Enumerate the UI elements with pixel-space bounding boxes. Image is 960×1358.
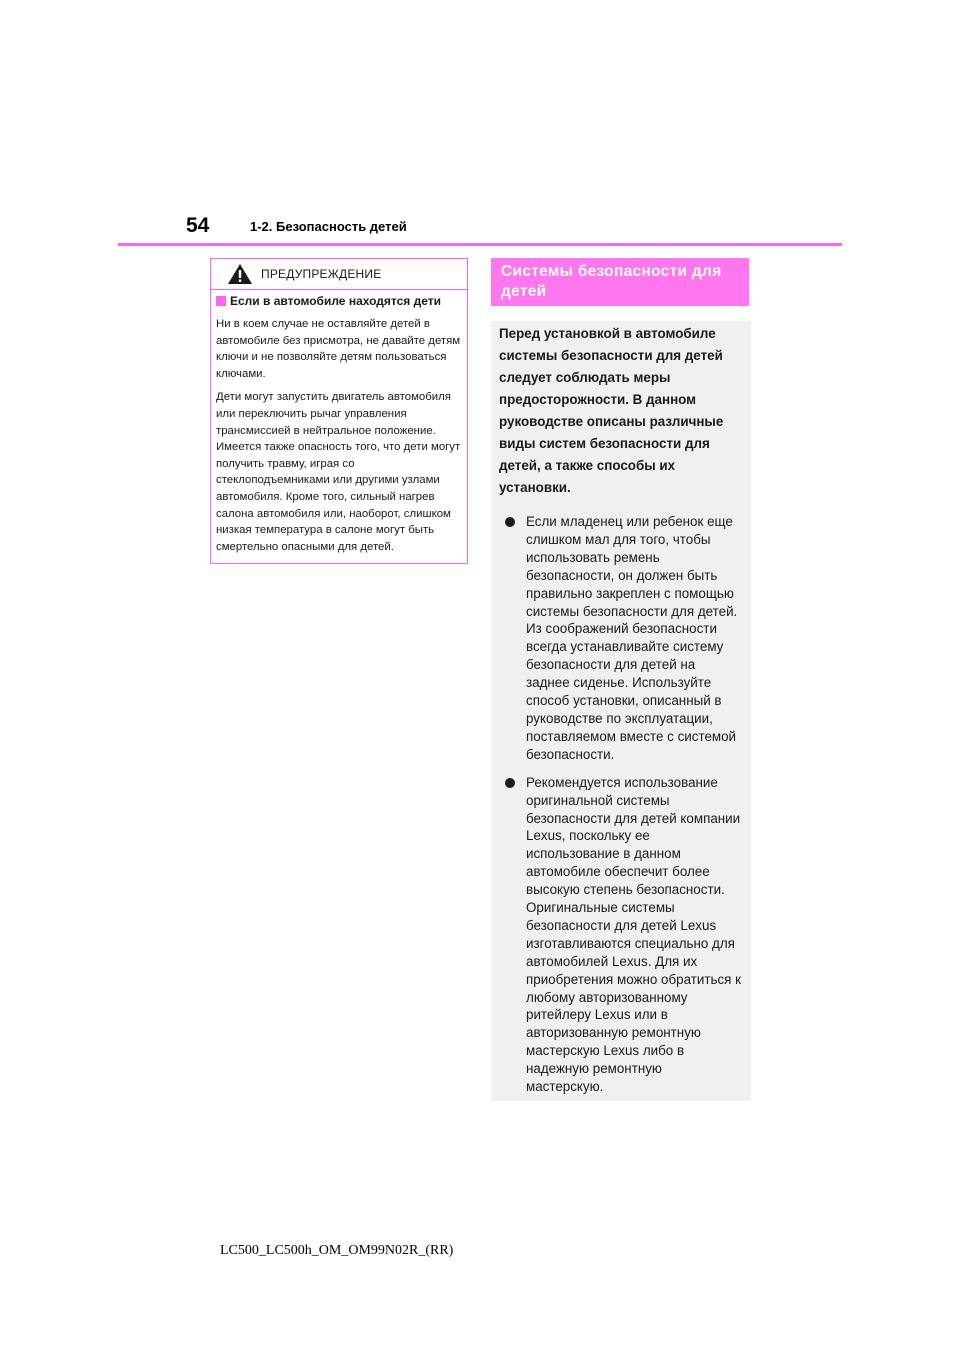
section-title: 1-2. Безопасность детей [250,219,407,234]
warning-header [211,259,467,290]
warning-body [211,290,467,555]
warning-subheading-text: Если в автомобиле находятся дети [230,294,442,308]
warning-title: ПРЕДУПРЕЖДЕНИЕ [261,267,382,281]
warning-paragraph: Ни в коем случае не оставляйте детей в автомобиле без присмотра, не давайте детям ключи и не позволяйте детям пользоваться ключами. [216,318,461,380]
warning-box [210,258,468,564]
header-divider [118,243,842,246]
list-item-text: Рекомендуется использование оригинальной системы безопасности для детей компании Lexus, поскольку ее использование в данном автомобиле обеспечит более высокую степень безопасности. Оригинальные системы безопасности для детей Lexus изготавливаются специально для автомобилей Lexus. Для их приобретения можно обратиться к любому авторизованному ритейлеру Lexus или в авторизованную ремонтную мастерскую Lexus либо в надежную ремонтную мастерскую. [526,774,742,1095]
intro-paragraph: Перед установкой в автомобиле системы безопасности для детей следует соблюдать меры предосторожности. В данном руководстве описаны различные виды систем безопасности для детей, а также способы их установки. [499,326,724,495]
warning-subheading [216,294,461,308]
warning-triangle-icon [227,263,253,285]
banner-title: Системы безопасности для детей [501,263,722,300]
bullet-icon [505,778,515,788]
warning-paragraph: Дети могут запустить двигатель автомобиля или переключить рычаг управления трансмиссией в нейтральное положение. Имеется также опасность того, что дети могут получить травму, играя со стеклоподъемниками или другими узлами автомобиля. Кроме того, сильный нагрев салона автомобиля или, наоборот, слишком низкая температура в салоне могут быть смертельно опасными для детей. [216,391,461,553]
list-item [499,774,741,1096]
content-panel [491,321,751,1101]
bullet-icon [505,517,515,527]
list-item-text: Если младенец или ребенок еще слишком мал для того, чтобы использовать ремень безопасности, он должен быть правильно закреплен с помощью системы безопасности для детей. Из соображений безопасности всегда устанавливайте систему безопасности для детей на заднее сиденье. Используйте способ установки, описанный в руководстве по эксплуатации, поставляемом вместе с системой безопасности. [526,514,738,762]
list-item [499,513,741,764]
document-code: LC500_LC500h_OM_OM99N02R_(RR) [220,1243,454,1258]
topic-banner [491,258,749,306]
square-bullet-icon [216,296,226,306]
page-number: 54 [186,214,210,237]
